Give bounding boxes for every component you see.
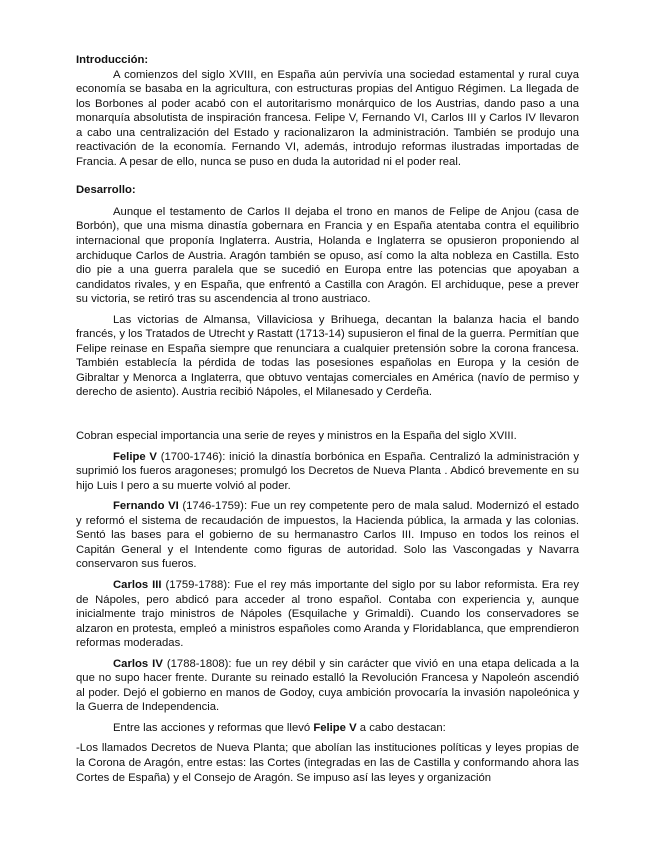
carlos3-name: Carlos III — [113, 578, 162, 591]
acciones-post: a cabo destacan: — [356, 721, 446, 734]
desarrollo-paragraph-2: Las victorias de Almansa, Villaviciosa y Brihuega, decantan la balanza hacia el bando francés, y los Tratados de Utrecht y Rastatt (1713-14) supusieron el final de la guerra. Permitían que Felipe reinase en España siempre que renunciara a cualquier pretensión sobre la corona francesa. También establecía la pérdida de todas las posesiones españolas en Europa y la cesión de Gibraltar y Menorca a Inglaterra, que obtuvo ventajas comerciales en América (navío de permiso y derecho de asiento). Austria recibió Nápoles, el Milanesado y Cerdeña. — [76, 313, 579, 399]
fernando-text: (1746-1759): Fue un rey competente pero de mala salud. Modernizó el estado y reformó el sistema de recaudación de impuestos, la Hacienda pública, la armada y las colonias. Sentó las bases para el gobierno de su hermanastro Carlos III. Impuso en todos los reinos el Capitán General y el Intendente como figuras de autoridad. Solo las Vascongadas y Navarra conservaron sus fueros. — [76, 500, 579, 571]
acciones-list-item: -Los llamados Decretos de Nueva Planta; que abolían las instituciones políticas y leyes propias de la Corona de Aragón, entre estas: las Cortes (integradas en las de Castilla y conformando ahora las Cortes de España) y el Consejo de Aragón. Se impuso así las leyes y organización — [76, 742, 579, 784]
felipe-text: (1700-1746): inició la dinastía borbónica en España. Centralizó la administración y suprimió los fueros aragoneses; promulgó los Decretos de Nueva Planta . Abdicó brevemente en su hijo Luis I pero a su muerte volvió al poder. — [76, 450, 579, 492]
document-page — [76, 53, 579, 785]
carlos3-text: (1759-1788): Fue el rey más importante del siglo por su labor reformista. Era rey de Nápoles, pero abdicó para acceder al trono español. Contaba con experiencia y, aunque inicialmente trajo ministros de Nápoles (Esquilache y Grimaldi). Cuando los conservadores se alzaron en protesta, empleó a ministros españoles como Aranda y Floridablanca, que emprendieron reformas moderadas. — [76, 578, 579, 650]
intro-heading: Introducción: — [76, 54, 149, 66]
desarrollo-paragraph-1: Aunque el testamento de Carlos II dejaba el trono en manos de Felipe de Anjou (casa de Borbón), que una misma dinastía gobernara en Francia y en España atentaba contra el equilibrio internacional que proponía Inglaterra. Austria, Holanda e Inglaterra se opusieron proponiendo al archiduque Carlos de Austria. Aragón también se opuso, así como la alta nobleza en Castilla. Esto dio pie a una guerra paralela que se sucedió en Europa entre las potencias que apoyaban a candidatos rivales, y en España, que enfrentó a Castilla con Aragón. El archiduque, pese a prever su victoria, se retiró tras su ascendencia al trono austriaco. — [76, 205, 579, 306]
carlos3-paragraph — [76, 578, 579, 651]
fernando-paragraph — [76, 499, 579, 572]
carlos4-text: (1788-1808): fue un rey débil y sin carácter que vivió en una etapa delicada a la que no supo hacer frente. Durante su reinado estalló la Revolución Francesa y Napoleón ascendió al poder. Dejó el gobierno en manos de Godoy, cuya ambición provocaría la invasión napoleónica y la Guerra de Independencia. — [76, 657, 579, 714]
felipe-name: Felipe V — [113, 450, 157, 463]
fernando-name: Fernando VI — [113, 500, 179, 513]
acciones-pre: Entre las acciones y reformas que llevó — [113, 721, 314, 734]
carlos4-name: Carlos IV — [113, 657, 163, 670]
acciones-name: Felipe V — [313, 721, 357, 734]
desarrollo-heading: Desarrollo: — [76, 184, 136, 197]
felipe-paragraph — [76, 450, 579, 494]
intro-paragraph: A comienzos del siglo XVIII, en España aún pervivía una sociedad estamental y rural cuya economía se basaba en la agricultura, con estructuras propias del Antiguo Régimen. La llegada de los Borbones al poder acabó con el autoritarismo monárquico de los Austrias, dando paso a una monarquía absolutista de inspiración francesa. Felipe V, Fernando VI, Carlos III y Carlos IV llevaron a cabo una centralización del Estado y racionalizaron la administración. También se produjo una reactivación de la economía. Fernando VI, además, introdujo reformas ilustradas importadas de Francia. A pesar de ello, nunca se puso en duda la autoridad ni el poder real. — [76, 68, 579, 168]
acciones-intro — [76, 721, 579, 736]
reyes-intro: Cobran especial importancia una serie de reyes y ministros en la España del siglo XVIII. — [76, 430, 517, 443]
carlos4-paragraph — [76, 657, 579, 715]
